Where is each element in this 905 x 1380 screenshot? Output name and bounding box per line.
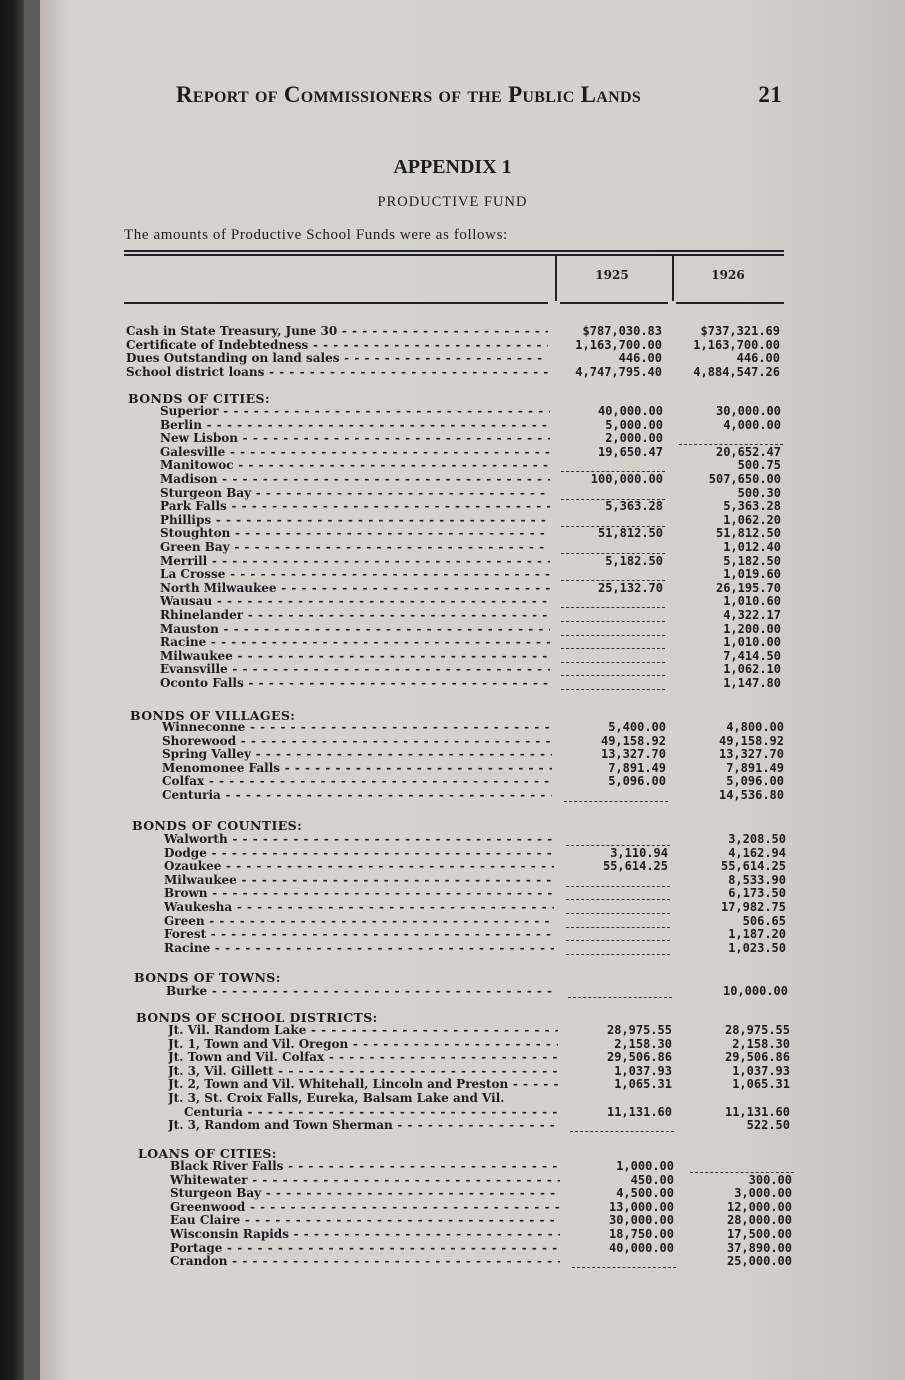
table-row [0,500,905,514]
fund-title: PRODUCTIVE FUND [377,194,528,210]
row-label: Jt. 3, Random and Town Sherman - - - [168,1119,558,1133]
table-row [0,582,905,596]
table-row [0,1187,905,1201]
section-title: BONDS OF VILLAGES: [130,708,296,723]
row-label: Wausau - - - [160,595,550,609]
value-1926: 4,162.94 [728,845,786,860]
row-label: Shorewood - - - [162,735,552,749]
value-1926: 1,163,700.00 [693,337,780,352]
row-label: Dues Outstanding on land sales - - - [126,352,548,366]
value-1925: 1,065.31 [614,1077,672,1092]
value-1926: 1,010.60 [723,594,781,609]
value-1926: 4,884,547.26 [693,364,780,379]
value-1926: 12,000.00 [726,1199,792,1214]
row-label: La Crosse - - - [160,568,550,582]
table-row [0,541,905,555]
value-1925: 25,132.70 [597,580,663,595]
table-row [0,721,905,735]
value-1926: 6,173.50 [728,886,786,901]
value-1925: 446.00 [618,351,662,366]
row-label: Menomonee Falls - - - [162,762,552,776]
empty-cell-dash [566,954,670,955]
value-1926: 8,533.90 [728,872,786,887]
value-1926: 1,037.93 [732,1063,790,1078]
row-label: Dodge - - - [164,847,554,861]
table-row [0,901,905,915]
row-label: Racine - - - [164,942,554,956]
row-label: Greenwood - - - [170,1201,560,1215]
value-1925: 13,000.00 [608,1199,674,1214]
value-1926: 1,187.20 [728,927,786,942]
row-label: Black River Falls - - - [170,1160,560,1174]
row-label: Superior - - - [160,405,550,419]
value-1925: 7,891.49 [608,760,666,775]
row-label-continuation: Centuria - - - [184,1106,558,1120]
value-1926: 1,023.50 [728,940,786,955]
row-label: Jt. Vil. Random Lake - - - [168,1024,558,1038]
report-title: Report of Commissioners of the Public Lands [176,82,642,107]
row-label: Jt. Town and Vil. Colfax - - - [168,1051,558,1065]
table-row [0,1038,905,1052]
value-1926: 25,000.00 [726,1254,792,1269]
row-label: Portage - - - [170,1242,560,1256]
table-row [0,459,905,473]
row-label: Spring Valley - - - [162,748,552,762]
table-row [0,1174,905,1188]
value-1926: 1,065.31 [732,1077,790,1092]
value-1925: $787,030.83 [582,324,662,338]
value-1926: 500.75 [737,458,781,473]
value-1926: 17,500.00 [726,1227,792,1241]
table-row [0,1065,905,1079]
value-1926: 5,096.00 [726,774,784,789]
table-row [0,942,905,956]
value-1926: 51,812.50 [715,526,781,541]
value-1925: 1,037.93 [614,1063,672,1078]
row-label: Walworth - - - [164,833,554,847]
page-number: 21 [758,82,782,107]
row-label: Sturgeon Bay - - - [160,487,550,501]
value-1926: 1,012.40 [723,540,781,554]
value-1925: 40,000.00 [597,404,663,418]
row-label: School district loans - - - [126,366,548,380]
table-row [0,1119,905,1133]
table-row [0,915,905,929]
value-1926: 1,062.20 [723,512,781,527]
value-1925: 4,747,795.40 [575,364,662,379]
value-1926: 4,322.17 [723,608,781,622]
table-row [0,748,905,762]
value-1926: 10,000.00 [722,984,788,998]
value-1925: 30,000.00 [608,1213,674,1228]
table-row [0,1242,905,1256]
row-label: Oconto Falls - - - [160,677,550,691]
row-label: Waukesha - - - [164,901,554,915]
table-row [0,874,905,888]
empty-cell-dash [572,1267,676,1268]
value-1926: 14,536.80 [718,788,784,802]
row-label: Park Falls - - - [160,500,550,514]
row-label: Green Bay - - - [160,541,550,555]
table-row [0,555,905,569]
row-label: Mauston - - - [160,623,550,637]
value-1925: 5,182.50 [605,553,663,568]
value-1925: 1,163,700.00 [575,337,662,352]
value-1925: 5,096.00 [608,774,666,789]
row-label: Madison - - - [160,473,550,487]
row-label: Green - - - [164,915,554,929]
table-row [0,405,905,419]
table-row [0,595,905,609]
value-1926: 7,414.50 [723,648,781,663]
table-row [0,1255,905,1269]
value-1925: 5,363.28 [605,499,663,514]
row-label: Jt. 3, St. Croix Falls, Eureka, Balsam Lake and Vil. [168,1092,505,1105]
value-1925: 55,614.25 [602,859,668,874]
table-row [0,847,905,861]
value-1926: 500.30 [737,485,781,500]
table-row [0,1228,905,1242]
row-label: Phillips - - - [160,514,550,528]
value-1926: 300.00 [748,1172,792,1187]
value-1925: 5,400.00 [608,720,666,734]
row-label: Crandon - - - [170,1255,560,1269]
value-1926: 4,000.00 [723,417,781,432]
row-label: Forest - - - [164,928,554,942]
table-row [0,1078,905,1092]
value-1925: 1,000.00 [616,1159,674,1173]
table-row [0,325,905,339]
value-1926: 20,652.47 [715,444,781,459]
value-1926: 30,000.00 [715,404,781,418]
section-title: BONDS OF TOWNS: [134,970,281,985]
table-row [0,352,905,366]
table-row-continuation [0,1106,905,1120]
value-1925: 100,000.00 [590,472,663,486]
table-row [0,735,905,749]
row-label: Milwaukee - - - [164,874,554,888]
table-row [0,1051,905,1065]
value-1926: 49,158.92 [718,733,784,748]
table-row [0,677,905,691]
table-row [0,432,905,446]
table-row [0,446,905,460]
row-label: Milwaukee - - - [160,650,550,664]
table-row [0,1201,905,1215]
value-1926: 17,982.75 [720,900,786,914]
section-title: BONDS OF COUNTIES: [132,818,303,833]
table-row [0,568,905,582]
value-1926: 1,010.00 [723,635,781,650]
value-1926: 507,650.00 [708,472,781,486]
row-label: Ozaukee - - - [164,860,554,874]
value-1925: 4,500.00 [616,1186,674,1201]
row-label: Merrill - - - [160,555,550,569]
row-label: Cash in State Treasury, June 30 - - - [126,325,548,339]
section-title: BONDS OF CITIES: [128,391,270,406]
row-label: Whitewater - - - [170,1174,560,1188]
row-label: Colfax - - - [162,775,552,789]
row-label: New Lisbon - - - [160,432,550,446]
table-row [0,833,905,847]
section-title: LOANS OF CITIES: [138,1146,277,1161]
value-1926: 26,195.70 [715,580,781,595]
table-row [0,663,905,677]
table-row [0,887,905,901]
row-label: Jt. 3, Vil. Gillett - - - [168,1065,558,1079]
row-label: Evansville - - - [160,663,550,677]
table-row [0,789,905,803]
value-1926: 446.00 [736,351,780,366]
value-1925: 49,158.92 [600,733,666,748]
empty-cell-dash [570,1131,674,1132]
table-row [0,473,905,487]
value-1926: 28,000.00 [726,1213,792,1228]
table-row [0,366,905,380]
row-label: Certificate of Indebtedness - - - [126,339,548,353]
table-row [0,514,905,528]
value-1925: 450.00 [630,1172,674,1187]
section-title: BONDS OF SCHOOL DISTRICTS: [136,1010,378,1025]
table-row [0,339,905,353]
table-row [0,1160,905,1174]
row-label: Berlin - - - [160,419,550,433]
value-1926: 1,147.80 [723,676,781,690]
value-1926: 4,800.00 [726,720,784,734]
value-1925: 40,000.00 [608,1240,674,1255]
value-1926: 506.65 [742,913,786,928]
row-label: Jt. 1, Town and Vil. Oregon - - - [168,1038,558,1052]
value-1926: 2,158.30 [732,1036,790,1051]
table-row [0,1024,905,1038]
row-label: Wisconsin Rapids - - - [170,1228,560,1242]
appendix-title: APPENDIX 1 [393,156,512,178]
table-row [0,487,905,501]
value-1926: 3,208.50 [728,832,786,846]
value-1926: 5,363.28 [723,499,781,514]
value-1925: 3,110.94 [610,845,668,860]
value-1926: 55,614.25 [720,859,786,874]
value-1925: 29,506.86 [606,1050,672,1065]
table-row [0,928,905,942]
value-1926: 13,327.70 [718,747,784,762]
value-1926: 28,975.55 [724,1023,790,1037]
table-row [0,609,905,623]
table-row [0,419,905,433]
value-1926: 522.50 [746,1118,790,1133]
row-label: North Milwaukee - - - [160,582,550,596]
table-row [0,762,905,776]
row-label: Brown - - - [164,887,554,901]
intro-text: The amounts of Productive School Funds were as follows: [124,227,508,243]
value-1925: 2,000.00 [605,431,663,446]
value-1926: 29,506.86 [724,1050,790,1065]
table-row [0,985,905,999]
table-row [0,650,905,664]
table-row [0,623,905,637]
value-1926: 5,182.50 [723,553,781,568]
value-1925: 51,812.50 [597,526,663,541]
row-label: Stoughton - - - [160,527,550,541]
value-1925: 19,650.47 [597,444,663,459]
empty-cell-dash [561,689,665,690]
column-header-1926: 1926 [711,268,745,282]
value-1925: 11,131.60 [606,1104,672,1119]
table-row [0,1214,905,1228]
value-1926: 7,891.49 [726,760,784,775]
row-label: Centuria - - - [162,789,552,803]
empty-cell-dash [564,801,668,802]
value-1926: 1,062.10 [723,662,781,677]
value-1926: 3,000.00 [734,1186,792,1201]
row-label: Eau Claire - - - [170,1214,560,1228]
table-row [0,527,905,541]
empty-cell-dash [568,997,672,998]
value-1925: 13,327.70 [600,747,666,762]
table-row [0,860,905,874]
value-1925: 2,158.30 [614,1036,672,1051]
table-row [0,775,905,789]
row-label: Manitowoc - - - [160,459,550,473]
row-label: Racine - - - [160,636,550,650]
value-1926: $737,321.69 [700,324,780,338]
row-label: Rhinelander - - - [160,609,550,623]
value-1926: 1,019.60 [723,567,781,582]
row-label: Jt. 2, Town and Vil. Whitehall, Lincoln and Preston - - - [168,1078,558,1092]
value-1926: 1,200.00 [723,621,781,636]
row-label: Winneconne - - - [162,721,552,735]
column-header-1925: 1925 [595,268,629,282]
value-1926: 11,131.60 [724,1104,790,1119]
row-label: Burke - - - [166,985,556,999]
row-label: Sturgeon Bay - - - [170,1187,560,1201]
value-1926: 37,890.00 [726,1240,792,1255]
value-1925: 28,975.55 [606,1023,672,1037]
row-label: Galesville - - - [160,446,550,460]
table-row [0,636,905,650]
value-1925: 5,000.00 [605,417,663,432]
value-1925: 18,750.00 [608,1227,674,1241]
